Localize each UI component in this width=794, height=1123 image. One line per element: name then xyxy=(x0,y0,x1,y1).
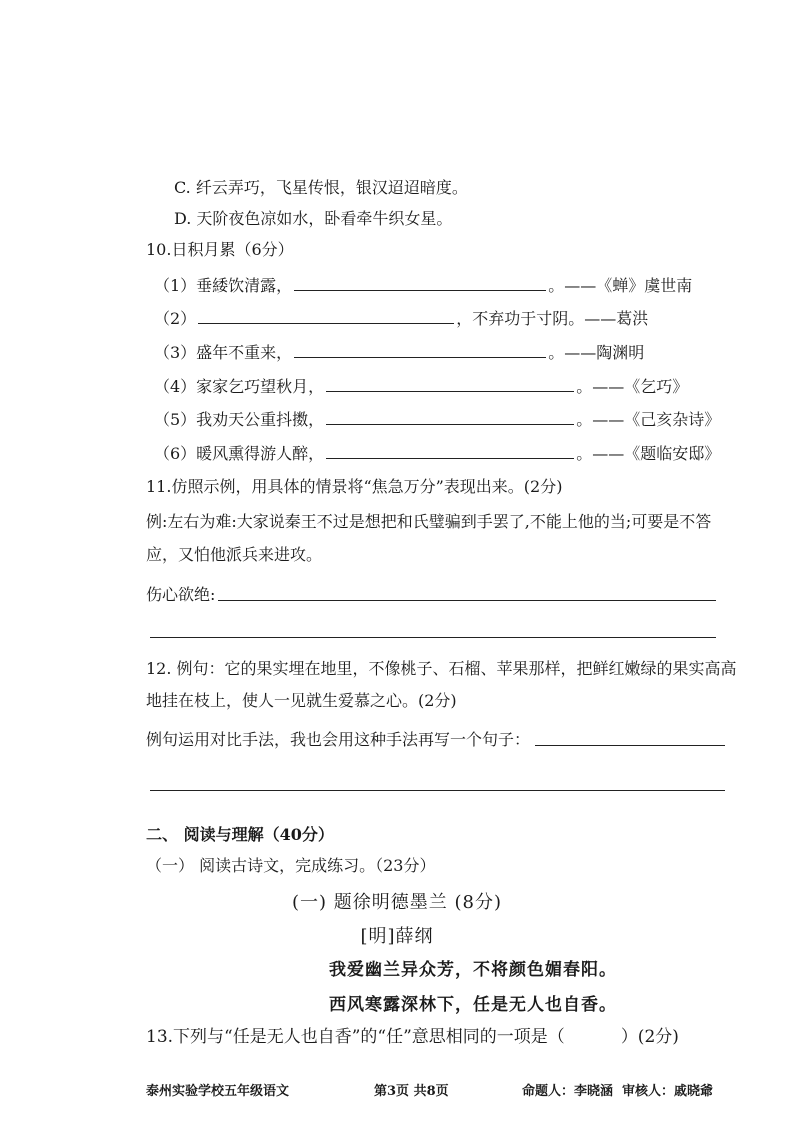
q11-answer-line-2[interactable] xyxy=(150,637,716,638)
poem-author: [明]薛纲 xyxy=(360,926,434,947)
q10-item-3 xyxy=(154,339,644,365)
q13-question: 13.下列与“任是无人也自香”的“任”意思相同的一项是（ xyxy=(146,1027,565,1047)
footer-reviewer: 审核人：戚晓爺 xyxy=(622,1084,714,1099)
section2-heading: 二、 阅读与理解（40分） xyxy=(146,825,334,844)
footer-school: 泰州实验学校五年级语文 xyxy=(146,1084,290,1099)
q10-item-6-prefix: （6）暖风熏得游人醉， xyxy=(154,444,325,463)
q11-example-line2: 应，又怕他派兵来进攻。 xyxy=(146,545,323,564)
q11-example-line1: 例:左右为难:大家说秦王不过是想把和氏璧骗到手罢了,不能上他的当;可要是不答 xyxy=(146,512,712,531)
q10-item-3-prefix: （3）盛年不重来， xyxy=(154,343,293,362)
q13-line xyxy=(146,1025,679,1049)
footer-page: 第3页 共8页 xyxy=(374,1084,449,1099)
q10-item-5-prefix: （5）我劝天公重抖擞， xyxy=(154,410,325,429)
section2-subheading: （一） 阅读古诗文，完成练习。（23分） xyxy=(146,856,436,875)
q10-title: 10.日积月累（6分） xyxy=(146,240,294,259)
option-c: C. 纤云弄巧，飞星传恨，银汉迢迢暗度。 xyxy=(174,178,468,197)
q10-item-1-suffix: 。——《蝉》虞世南 xyxy=(548,276,693,295)
q11-answer-line-1[interactable] xyxy=(218,600,716,601)
q10-item-5-suffix: 。——《己亥杂诗》 xyxy=(576,410,721,429)
q10-item-6 xyxy=(154,440,720,466)
q12-answer-line-1[interactable] xyxy=(535,745,725,746)
q10-item-3-blank[interactable] xyxy=(294,339,546,358)
poem-line-2: 西风寒露深林下，任是无人也自香。 xyxy=(329,995,617,1015)
q11-prompt: 伤心欲绝: xyxy=(146,585,216,604)
q12-answer-line-2[interactable] xyxy=(150,790,725,791)
q10-item-6-suffix: 。——《题临安邸》 xyxy=(576,444,721,463)
footer-author: 命题人：李晓涵 xyxy=(522,1084,614,1099)
q10-item-4-prefix: （4）家家乞巧望秋月， xyxy=(154,377,325,396)
q10-item-1 xyxy=(154,272,692,298)
q10-item-4 xyxy=(154,373,688,399)
q10-item-2-blank[interactable] xyxy=(198,305,454,324)
q10-item-2-prefix: （2） xyxy=(154,309,197,328)
q10-item-1-prefix: （1）垂緌饮清露， xyxy=(154,276,293,295)
q12-line3: 例句运用对比手法，我也会用这种手法再写一个句子： xyxy=(146,730,531,749)
q10-item-2 xyxy=(154,305,648,331)
q10-item-6-blank[interactable] xyxy=(326,440,574,459)
q10-item-2-suffix: ，不弃功于寸阴。——葛洪 xyxy=(456,309,649,328)
q10-item-4-suffix: 。——《乞巧》 xyxy=(576,377,689,396)
q11-title: 11.仿照示例，用具体的情景将“焦急万分”表现出来。(2分) xyxy=(146,477,563,496)
option-d: D. 天阶夜色凉如水，卧看牵牛织女星。 xyxy=(174,209,453,228)
q10-item-3-suffix: 。——陶渊明 xyxy=(548,343,645,362)
q10-item-4-blank[interactable] xyxy=(326,373,574,392)
q10-item-5-blank[interactable] xyxy=(326,406,574,425)
q10-item-5 xyxy=(154,406,720,432)
q13-score: ）(2分) xyxy=(620,1027,679,1047)
poem-title: (一) 题徐明德墨兰 (8分) xyxy=(292,892,502,913)
q10-item-1-blank[interactable] xyxy=(294,272,546,291)
q12-line1: 12. 例句：它的果实埋在地里，不像桃子、石榴、苹果那样，把鲜红嫩绿的果实高高 xyxy=(146,659,737,678)
q12-line2: 地挂在枝上，使人一见就生爱慕之心。(2分) xyxy=(146,691,457,710)
poem-line-1: 我爱幽兰异众芳，不将颜色媚春阳。 xyxy=(329,960,617,980)
